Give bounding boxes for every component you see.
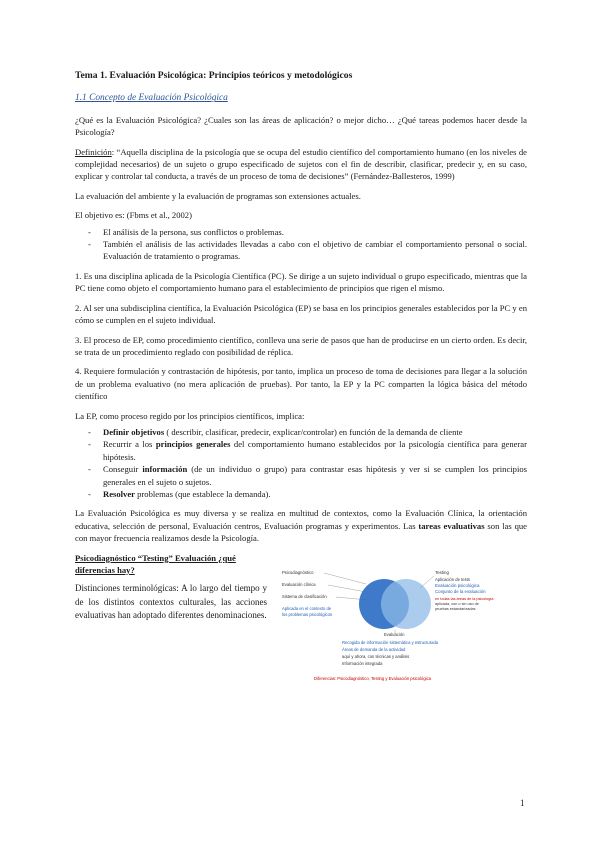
list-item: - Conseguir información (de un individuo o grupo) para contrastar esas hipótesis y ver si se cumplen los principios generales en el sujeto o sujetos. xyxy=(75,463,527,488)
right-label: pruebas estandarizadas xyxy=(435,606,476,611)
list-item: - El análisis de la persona, sus conflictos o problemas. xyxy=(75,226,527,238)
right-label: Evaluación psicológica xyxy=(435,582,480,588)
definition-label: Definición xyxy=(75,146,112,157)
left-label: Psicodiagnóstico xyxy=(282,569,314,575)
objective-intro: El objetivo es: (Fbms et al., 2002) xyxy=(75,210,192,221)
section-heading: 1.1 Concepto de Evaluación Psicológica xyxy=(75,93,228,104)
list-item: - También el análisis de las actividades llevadas a cabo con el objetivo de cambiar el comportamiento personal o social. Evaluación de tratamiento o programas. xyxy=(75,238,527,263)
left-label: Sistema de clasificación xyxy=(282,593,327,599)
bottom-line: aquí y ahora, con técnicas y análisis xyxy=(342,653,410,659)
right-label: en todas las áreas de la psicología xyxy=(435,596,494,601)
implica-intro: La EP, como proceso regido por los principios científicos, implica: xyxy=(75,410,305,421)
objective-list xyxy=(75,226,527,263)
right-label: aplicada, con o sin uso de xyxy=(435,601,479,606)
point-1: 1. Es una disciplina aplicada de la Psicología Científica (PC). Se dirige a un sujeto individual o grupo especificado, mientras que la PC tiene como objeto el comportamiento humano para el establecimiento de principios que rigen el mismo. xyxy=(75,270,527,294)
intro-paragraph: ¿Qué es la Evaluación Psicológica? ¿Cuales son las áreas de aplicación? o mejor dicho… ¿Qué tareas podemos hacer desde la Psicología? xyxy=(75,114,527,138)
extensions-paragraph: La evaluación del ambiente y la evaluación de programas son extensiones actuales. xyxy=(75,190,361,201)
bottom-line: Información integrada xyxy=(342,660,383,666)
bottom-line: Áreas de demanda de la actividad xyxy=(342,646,406,652)
list-item: - Definir objetivos ( describir, clasificar, predecir, explicar/controlar) en función de la demanda de cliente xyxy=(75,426,527,438)
page-number: 1 xyxy=(520,798,525,808)
figure-footer: Diferencias: Psicodiagnóstico, Testing y Evaluación psicológica xyxy=(314,675,432,681)
implica-list xyxy=(75,426,527,500)
definition-text: : “Aquella disciplina de la psicología que se ocupa del estudio científico del comportamiento humano (en los niveles de complejidad necesarios) de un sujeto o grupo especificado de sujetos con el fin de describir, clasificar, predecir y, en su caso, explicar y controlar tal conducta, a través de un proceso de toma de decisiones” (Fernández-Ballesteros, 1999) xyxy=(75,146,527,182)
list-item: - Recurrir a los principios generales del comportamiento humano establecidos por la psicología científica para generar hipótesis. xyxy=(75,438,527,463)
list-item: - Resolver problemas (que establece la demanda). xyxy=(75,488,527,500)
contexts-paragraph: La Evaluación Psicológica es muy diversa y se realiza en multitud de contextos, como la Evaluación Clínica, la orientación educativa, selección de personal, Evaluación centros, Evaluación programas y experimentos. Las tareas evaluativas son las que con mayor frecuencia realizamos desde la Psicología. xyxy=(75,508,528,544)
venn-diagram xyxy=(280,564,530,694)
bottom-line: Recogida de información sistemática y estructurada xyxy=(342,639,439,645)
distinctions-paragraph: Distinciones terminológicas: A lo largo del tiempo y de los distintos contextos culturales, las acciones evaluativas han adoptado diferentes denominaciones. xyxy=(75,583,267,621)
point-3: 3. El proceso de EP, como procedimiento científico, conlleva una serie de pasos que han de producirse en un cierto orden. Es decir, se trata de un procedimiento reglado con posibilidad de réplica. xyxy=(75,334,527,357)
page-title: Tema 1. Evaluación Psicológica: Principios teóricos y metodológicos xyxy=(75,70,353,81)
left-label: los problemas psicológicos xyxy=(282,611,333,617)
subheading: Psicodiagnóstico “Testing” Evaluación ¿qué diferencias hay? xyxy=(75,552,236,575)
comparison-section xyxy=(75,552,527,702)
center-label: Evaluación xyxy=(384,631,405,637)
venn-svg xyxy=(280,564,530,694)
point-4: 4. Requiere formulación y contrastación de hipótesis, por tanto, implica un proceso de toma de decisiones para llegar a la solución de un problema evaluativo (no mera aplicación de pruebas). Por tanto, la EP y la PC comparten la lógica básica del método científico xyxy=(75,366,527,402)
point-2: 2. Al ser una subdisciplina científica, la Evaluación Psicológica (EP) se basa en los principios generales establecidos por la PC y en cómo se cumplen en el sujeto individual. xyxy=(75,302,527,326)
right-title: Testing xyxy=(435,569,449,575)
definition-paragraph xyxy=(75,146,527,183)
document-body xyxy=(75,70,527,702)
left-label: Aplicada en el contexto de xyxy=(282,605,332,611)
right-label: Conjunto de la evaluación xyxy=(435,588,486,594)
comparison-text xyxy=(75,552,267,630)
left-label: Evaluación clínica xyxy=(282,581,316,587)
right-label: Aplicación de tests xyxy=(435,576,470,582)
